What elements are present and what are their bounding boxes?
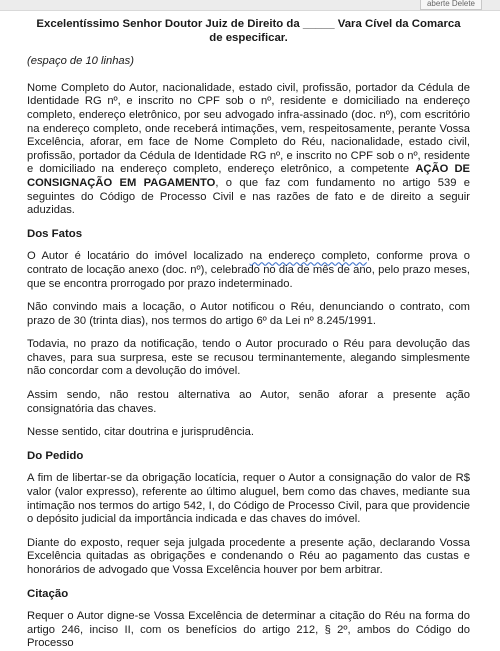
intro-text-2: , o que faz com fundamento no artigo 539 e seguintes do Código de Processo Civil e nas razões de fato e de direito a seguir aduzidas. [27,176,471,217]
intro-text-1: Nome Completo do Autor, nacionalidade, estado civil, profissão, portador da Cédula de Identidade RG nº, e inscrito no CPF sob o nº, residente e domiciliado na endereço completo, endereço eletrônico, por seu advogado infra-assinado (doc. nº), com escritório na endereço completo, onde receberá intimações, vem, respeitosamente, perante Vossa Excelência, aforar, em face de Nome Completo do Réu, nacionalidade, estado civil, profissão, portador da Cédula de Identidade RG nº, e inscrito no CPF sob o nº, residente e domiciliado na endereço completo, endereço eletrônico, a competente [27,81,470,176]
pedido-paragraph-2: Diante do exposto, requer seja julgada procedente a presente ação, declarando Vossa Excelência quitadas as obrigações e condenando o Réu ao pagamento das custas e honorários de advogado que Vossa Excelência houver por bem arbitrar. [27,536,470,576]
fatos-text-1b: , conforme prova o contrato de locação anexo (doc. nº), celebrado no dia de mês de ano, pelo prazo meses, que se encontra prorrogado por prazo indeterminado. [27,250,470,290]
heading-line-1: Excelentíssimo Senhor Doutor Juiz de Direito da _____ Vara Cível da Comarca [36,18,461,30]
fatos-paragraph-1 [27,250,470,291]
section-title-citacao: Citação [27,587,69,600]
editor-toolbar [0,0,500,11]
heading-line-2: de especificar. [209,31,288,44]
action-title: AÇÃO DE CONSIGNAÇÃO EM PAGAMENTO [27,163,470,189]
intro-paragraph [27,82,470,218]
spellcheck-flagged-text[interactable]: na endereço completo [249,250,367,263]
pedido-paragraph-1: A fim de libertar-se da obrigação locatícia, requer o Autor a consignação do valor de R$ valor (valor expresso), referente ao último aluguel, bem como das chaves, mediante sua intimação nos termos do artigo 542, I, do Código de Processo Civil, para que providencie o depósito judicial da importância indicada e das chaves do imóvel. [27,472,470,526]
spacing-note: (espaço de 10 linhas) [27,55,134,68]
fatos-paragraph-4: Assim sendo, não restou alternativa ao Autor, senão aforar a presente ação consignatória das chaves. [27,389,470,415]
document-page [0,12,500,650]
fatos-paragraph-5: Nesse sentido, citar doutrina e jurisprudência. [27,426,254,439]
document-heading [27,18,470,45]
section-title-pedido: Do Pedido [27,449,84,462]
toolbar-chip[interactable]: aberte Delete [420,0,482,10]
fatos-paragraph-2: Não convindo mais a locação, o Autor notificou o Réu, denunciando o contrato, com prazo de 30 (trinta dias), nos termos do artigo 6º da Lei nº 8.245/1991. [27,301,470,327]
section-title-fatos: Dos Fatos [27,227,83,240]
citacao-paragraph-1: Requer o Autor digne-se Vossa Excelência de determinar a citação do Réu na forma do artigo 246, inciso II, com os benefícios do artigo 212, § 2º, ambos do Código do Processo [27,610,470,650]
fatos-text-1a: O Autor é locatário do imóvel localizado [27,250,250,263]
fatos-paragraph-3: Todavia, no prazo da notificação, tendo o Autor procurado o Réu para devolução das chaves, para sua surpresa, este se recusou terminantemente, alegando simplesmente não concordar com a devolução do imóvel. [27,338,470,378]
